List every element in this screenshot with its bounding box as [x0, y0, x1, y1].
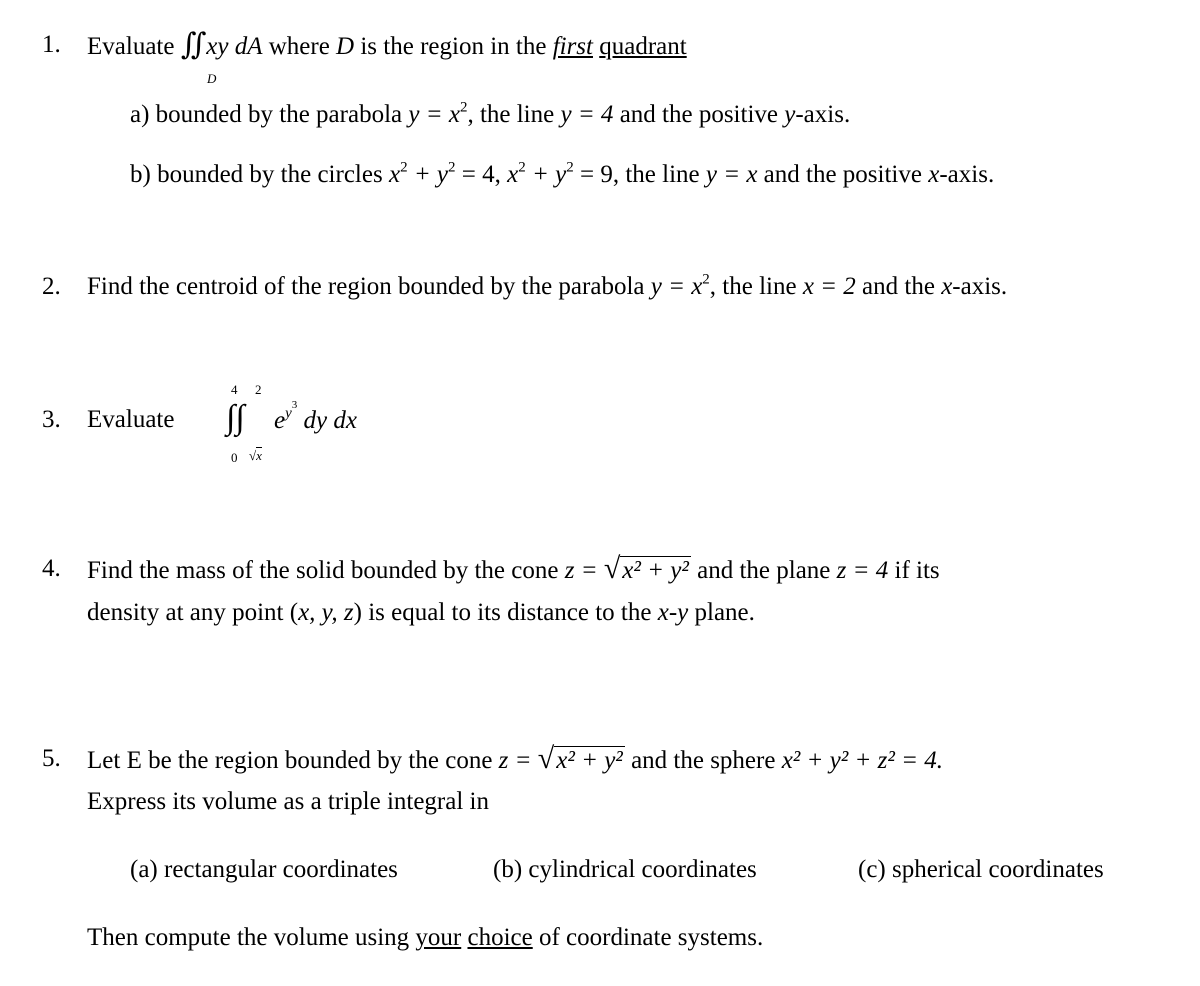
- q1b-line-eq: y = x: [705, 161, 758, 188]
- q2-mid: , the line: [709, 273, 797, 300]
- q4-line2: [87, 598, 755, 628]
- q1b-c2-x: x: [507, 161, 519, 188]
- q2-line: [87, 272, 1007, 302]
- q2-eq: y = x: [650, 273, 703, 300]
- q2-tail2: -axis.: [952, 273, 1008, 300]
- q1-where: where: [268, 33, 330, 60]
- q3-integrand: [274, 399, 357, 436]
- q4-plane: z = 4: [836, 557, 889, 584]
- q5-then-tail: of coordinate systems.: [538, 924, 764, 951]
- q4-cone-lhs: z =: [564, 557, 598, 584]
- q4-root-body: x² + y²: [622, 557, 689, 584]
- q1b-c2-end: = 9: [573, 161, 613, 188]
- q4-line1c: if its: [894, 557, 940, 584]
- q5-line1b: and the sphere: [631, 747, 776, 774]
- q1a-exp: 2: [459, 99, 468, 116]
- q5-cone-root: [538, 744, 625, 776]
- q1b-sep: ,: [494, 161, 501, 188]
- q4-cone-root: [604, 554, 691, 586]
- q1b-c1-y: + y: [413, 161, 449, 188]
- q1b-line: [130, 160, 994, 190]
- q4-number: 4.: [42, 555, 61, 582]
- q1-integrand: xy dA: [206, 33, 263, 60]
- q1a-tail: and the positive: [619, 101, 778, 128]
- q1-line: [87, 30, 687, 62]
- q5-sqrt-icon: √: [537, 742, 555, 775]
- q1b-mid: , the line: [612, 161, 700, 188]
- q1b-c2-exp1: 2: [518, 159, 526, 176]
- q1b-c2-exp2: 2: [566, 159, 574, 176]
- q5-line1a: Let E be the region bounded by the cone: [87, 747, 493, 774]
- q1a-mid: , the line: [467, 101, 555, 128]
- q1b-c1-exp2: 2: [448, 159, 456, 176]
- q3-outer-upper: 4: [231, 382, 238, 397]
- q4-plane-name: x-y: [657, 599, 689, 626]
- q4-line1a: Find the mass of the solid bounded by the cone: [87, 557, 559, 584]
- q3-number: 3.: [42, 406, 61, 433]
- q3-integral-symbols: ∫∫: [226, 399, 245, 436]
- q5-cone-lhs: z =: [498, 747, 532, 774]
- q1-verb: Evaluate: [87, 33, 175, 60]
- q1a-line: [130, 100, 850, 130]
- q4-line2c: plane.: [694, 599, 755, 626]
- q1b-tail2: -axis.: [939, 161, 995, 188]
- q4-line1: [87, 554, 940, 586]
- q3-exp-power: 3: [291, 399, 298, 411]
- q1b-c1-exp1: 2: [400, 159, 408, 176]
- q1b-tail: and the positive: [763, 161, 922, 188]
- q4-line2b: ) is equal to its distance to the: [353, 599, 652, 626]
- q3-diffs: dy dx: [303, 406, 357, 434]
- q1-quadrant: quadrant: [599, 33, 687, 60]
- q1-D: D: [336, 33, 355, 60]
- q2-axis: x: [941, 273, 953, 300]
- q5-choice: choice: [467, 924, 533, 951]
- q1a-axis: y: [784, 101, 796, 128]
- q1-first: first: [552, 33, 593, 60]
- q4-line2a: density at any point (: [87, 599, 299, 626]
- q2-text: Find the centroid of the region bounded by the parabola: [87, 273, 645, 300]
- q3-base: e: [274, 406, 286, 434]
- q2-exp: 2: [702, 271, 710, 288]
- q4-point: x, y, z: [298, 599, 354, 626]
- q5-line1: [87, 744, 943, 776]
- q1-is-region: is the region in the: [360, 33, 547, 60]
- q2-number: 2.: [42, 273, 61, 300]
- q3-sqrt-icon: √: [249, 448, 257, 463]
- q5-then-line: [87, 923, 763, 953]
- q5-sphere: x² + y² + z² = 4.: [781, 747, 943, 774]
- q3-inner-upper: 2: [255, 382, 262, 397]
- q1a-line-eq: y = 4: [560, 101, 614, 128]
- q3-inner-lower: [249, 449, 262, 463]
- q3-verb: Evaluate: [87, 406, 175, 433]
- q1-region-subscript: D: [207, 71, 217, 86]
- q5-option-b: (b) cylindrical coordinates: [493, 856, 757, 883]
- q2-line-eq: x = 2: [802, 273, 856, 300]
- q1b-c1-end: = 4: [455, 161, 495, 188]
- q5-option-a: (a) rectangular coordinates: [130, 856, 398, 883]
- q3-exp-base: y: [285, 405, 292, 422]
- q2-tail: and the: [862, 273, 935, 300]
- q5-line2: Express its volume as a triple integral in: [87, 788, 489, 815]
- q1b-label: b) bounded by the circles: [130, 161, 383, 188]
- q4-line1b: and the plane: [697, 557, 831, 584]
- q3-inner-lower-x: x: [256, 448, 262, 463]
- q1-number: 1.: [42, 31, 61, 58]
- q1b-c2-y: + y: [532, 161, 567, 188]
- double-integral-symbol: ∬: [180, 28, 207, 61]
- q1a-eq: y = x: [408, 101, 460, 128]
- q1a-tail2: -axis.: [795, 101, 851, 128]
- q1b-c1-x: x: [388, 161, 401, 188]
- q1b-axis: x: [928, 161, 940, 188]
- q3-outer-lower: 0: [231, 450, 238, 465]
- q5-number: 5.: [42, 745, 61, 772]
- q5-root-body: x² + y²: [556, 747, 623, 774]
- q5-your: your: [415, 924, 462, 951]
- q1a-label: a) bounded by the parabola: [130, 101, 403, 128]
- q5-then: Then compute the volume using: [87, 924, 410, 951]
- q5-option-c: (c) spherical coordinates: [858, 856, 1104, 883]
- q4-sqrt-icon: √: [603, 552, 621, 585]
